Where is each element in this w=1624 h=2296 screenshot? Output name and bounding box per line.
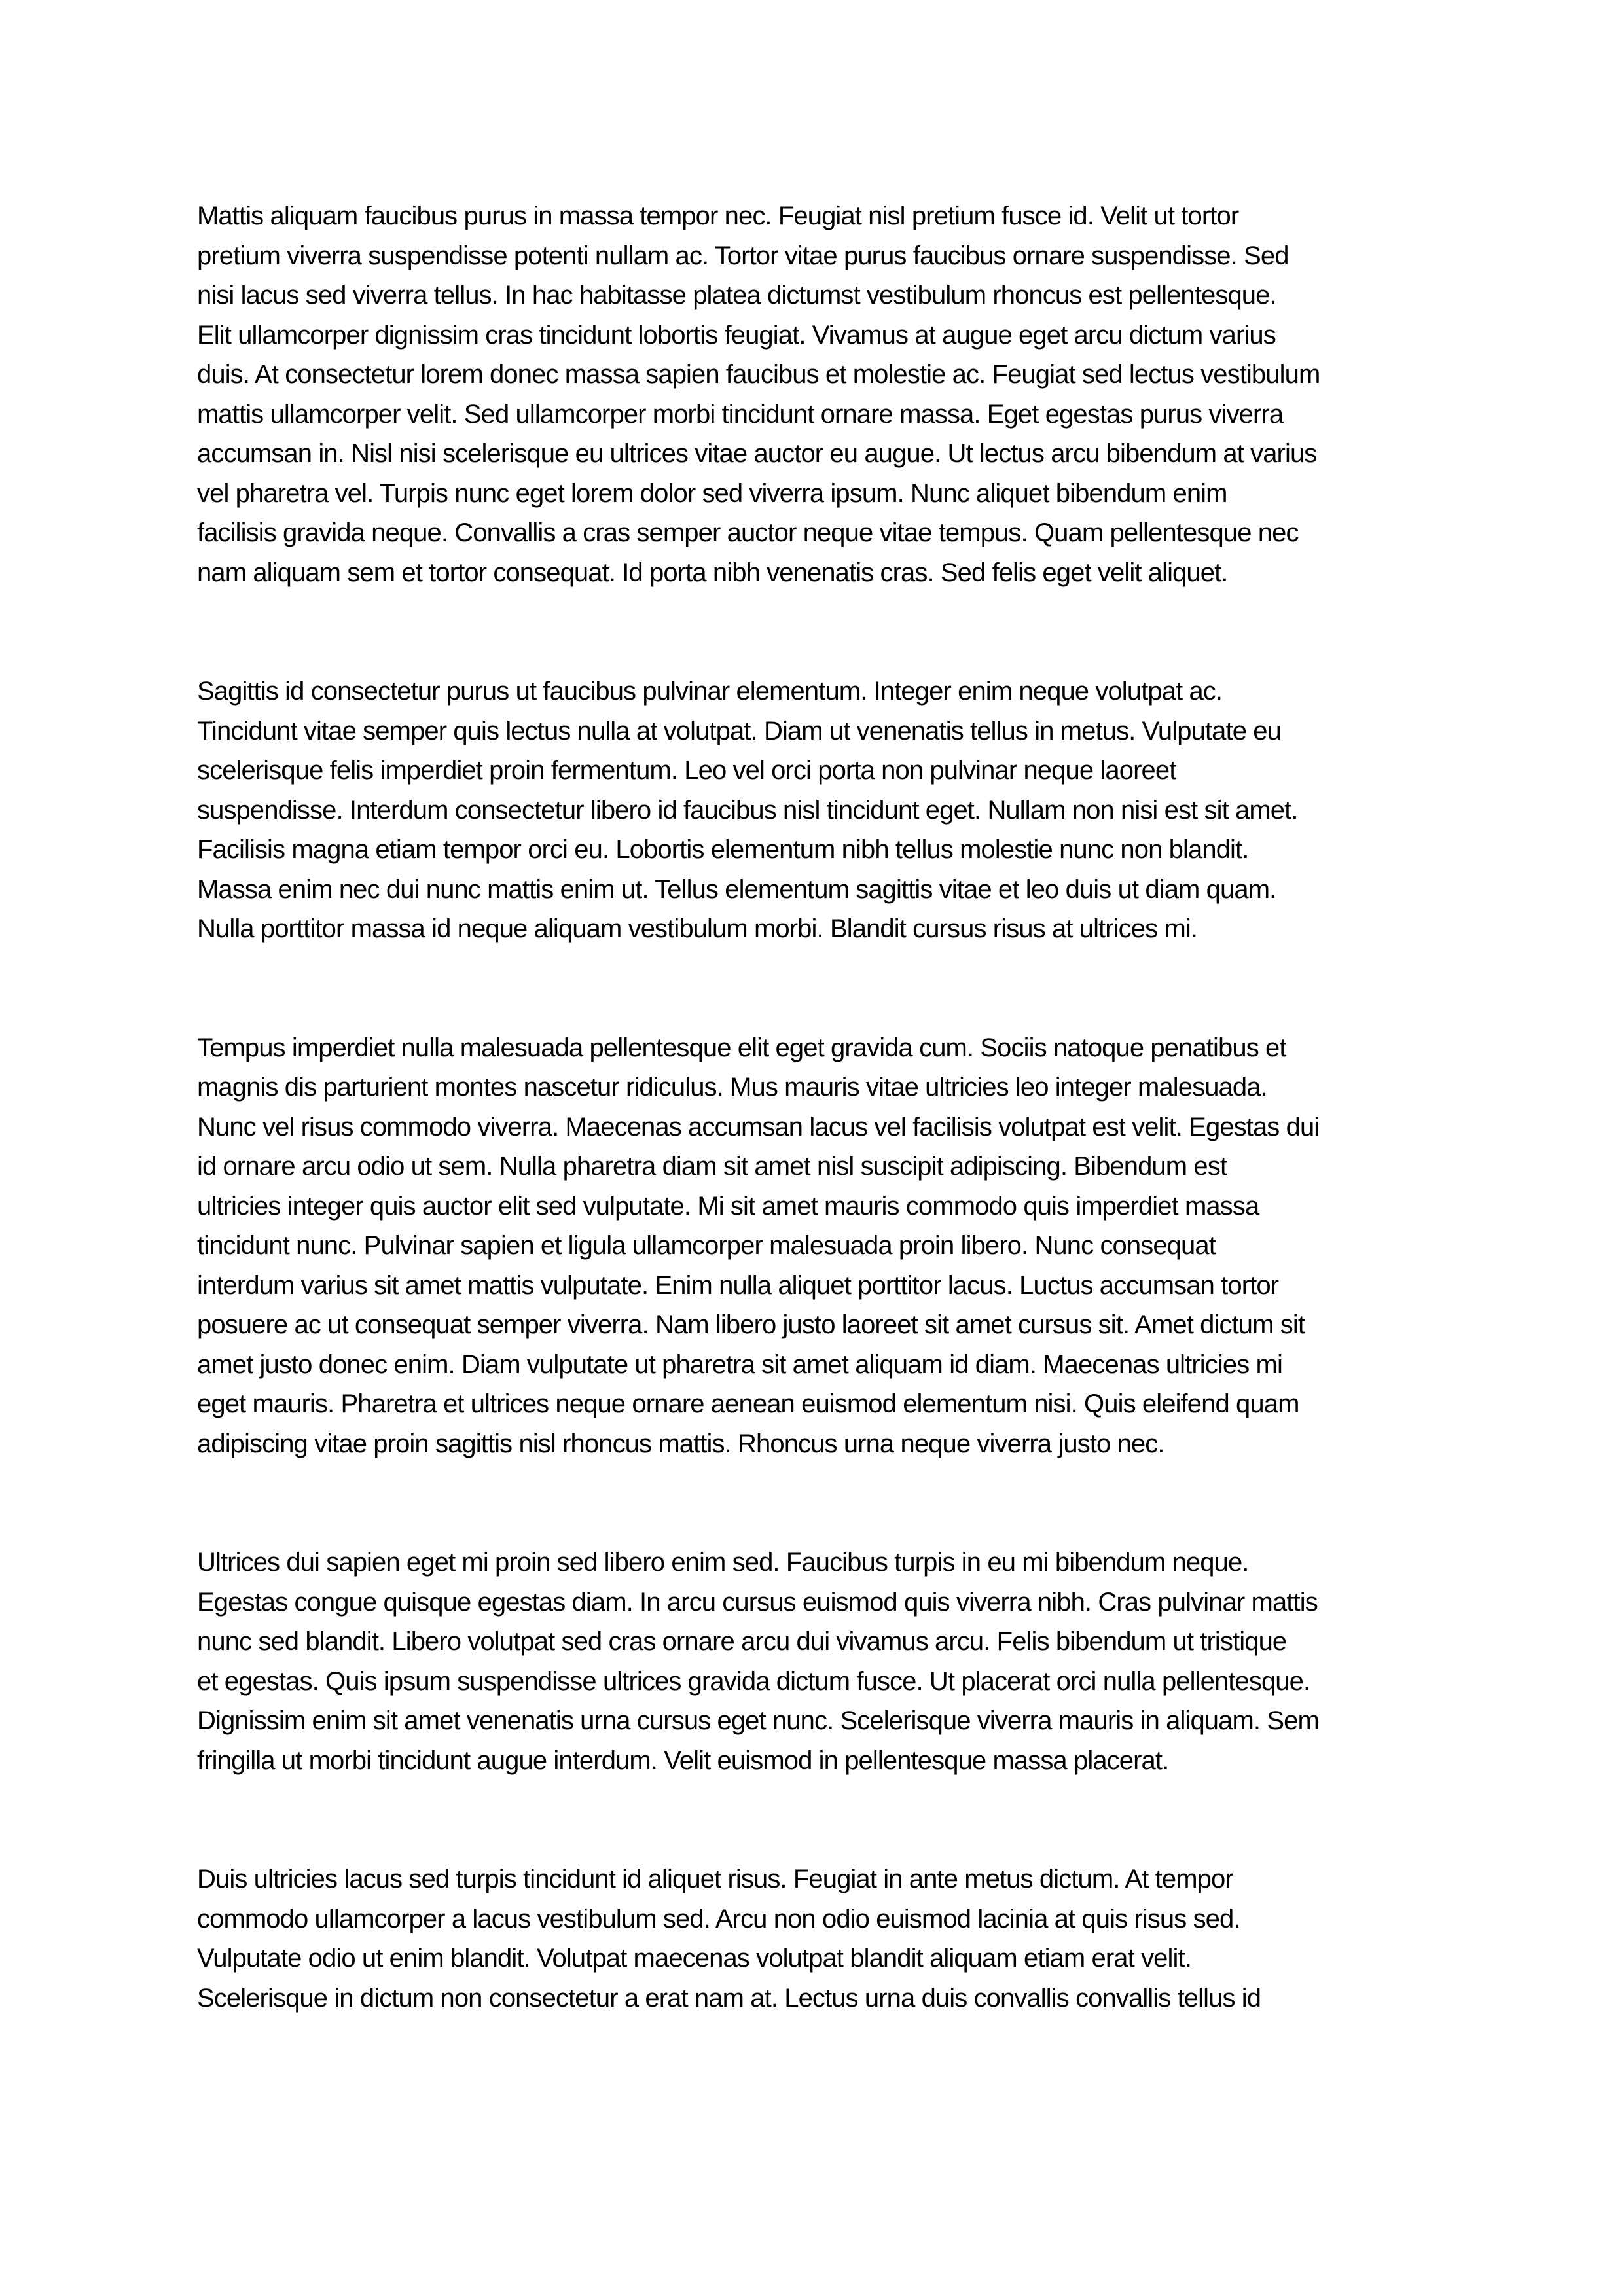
text-line: nunc sed blandit. Libero volutpat sed cras ornare arcu dui vivamus arcu. Felis bibendum ut tristique (197, 1627, 1287, 1656)
text-line: Tincidunt vitae semper quis lectus nulla at volutpat. Diam ut venenatis tellus in metus. Vulputate eu (197, 716, 1281, 745)
text-line: Elit ullamcorper dignissim cras tincidunt lobortis feugiat. Vivamus at augue eget arcu dictum varius (197, 320, 1276, 350)
text-line: accumsan in. Nisl nisi scelerisque eu ultrices vitae auctor eu augue. Ut lectus arcu bibendum at varius (197, 439, 1317, 468)
text-line: Mattis aliquam faucibus purus in massa tempor nec. Feugiat nisl pretium fusce id. Velit ut tortor (197, 202, 1239, 230)
text-line: duis. At consectetur lorem donec massa sapien faucibus et molestie ac. Feugiat sed lectus vestibulum (197, 360, 1320, 389)
text-line: magnis dis parturient montes nascetur ridiculus. Mus mauris vitae ultricies leo integer malesuada. (197, 1073, 1267, 1102)
text-line: Duis ultricies lacus sed turpis tincidunt id aliquet risus. Feugiat in ante metus dictum. At tempor (197, 1865, 1233, 1893)
text-line: Dignissim enim sit amet venenatis urna cursus eget nunc. Scelerisque viverra mauris in aliquam. Sem (197, 1706, 1319, 1735)
text-line: nam aliquam sem et tortor consequat. Id porta nibh venenatis cras. Sed felis eget velit aliquet. (197, 558, 1228, 587)
text-line: Facilisis magna etiam tempor orci eu. Lobortis elementum nibh tellus molestie nunc non blandit. (197, 835, 1249, 864)
text-line: Ultrices dui sapien eget mi proin sed libero enim sed. Faucibus turpis in eu mi bibendum neque. (197, 1548, 1249, 1577)
text-line: ultricies integer quis auctor elit sed vulputate. Mi sit amet mauris commodo quis imperdiet massa (197, 1191, 1259, 1221)
paragraph (197, 196, 1480, 592)
text-line: eget mauris. Pharetra et ultrices neque ornare aenean euismod elementum nisi. Quis eleifend quam (197, 1390, 1299, 1418)
text-line: commodo ullamcorper a lacus vestibulum sed. Arcu non odio euismod lacinia at quis risus sed. (197, 1904, 1240, 1933)
text-line: tincidunt nunc. Pulvinar sapien et ligula ullamcorper malesuada proin libero. Nunc consequat (197, 1231, 1216, 1260)
text-line: et egestas. Quis ipsum suspendisse ultrices gravida dictum fusce. Ut placerat orci nulla pellentesque. (197, 1666, 1310, 1696)
text-line: Tempus imperdiet nulla malesuada pellentesque elit eget gravida cum. Sociis natoque penatibus et (197, 1033, 1286, 1062)
paragraph (197, 1859, 1480, 2018)
paragraph (197, 1028, 1480, 1464)
text-line: pretium viverra suspendisse potenti nullam ac. Tortor vitae purus faucibus ornare suspendisse. Sed (197, 241, 1289, 270)
text-line: mattis ullamcorper velit. Sed ullamcorper morbi tincidunt ornare massa. Eget egestas purus viverra (197, 399, 1284, 429)
document-body (197, 196, 1480, 2097)
text-line: suspendisse. Interdum consectetur libero id faucibus nisl tincidunt eget. Nullam non nisi est sit amet. (197, 795, 1298, 825)
text-line: nisi lacus sed viverra tellus. In hac habitasse platea dictumst vestibulum rhoncus est pellentesque. (197, 281, 1276, 310)
text-line: Sagittis id consectetur purus ut faucibus pulvinar elementum. Integer enim neque volutpat ac. (197, 677, 1223, 706)
text-line: adipiscing vitae proin sagittis nisl rhoncus mattis. Rhoncus urna neque viverra justo nec. (197, 1429, 1164, 1458)
text-line: Nunc vel risus commodo viverra. Maecenas accumsan lacus vel facilisis volutpat est velit. Egestas dui (197, 1112, 1320, 1141)
text-line: Vulputate odio ut enim blandit. Volutpat maecenas volutpat blandit aliquam etiam erat velit. (197, 1944, 1191, 1973)
text-line: interdum varius sit amet mattis vulputate. Enim nulla aliquet porttitor lacus. Luctus accumsan tortor (197, 1270, 1279, 1300)
text-line: scelerisque felis imperdiet proin fermentum. Leo vel orci porta non pulvinar neque laoreet (197, 756, 1176, 785)
text-line: id ornare arcu odio ut sem. Nulla pharetra diam sit amet nisl suscipit adipiscing. Bibendum est (197, 1152, 1227, 1181)
text-line: amet justo donec enim. Diam vulputate ut pharetra sit amet aliquam id diam. Maecenas ultricies mi (197, 1350, 1282, 1379)
text-line: Nulla porttitor massa id neque aliquam vestibulum morbi. Blandit cursus risus at ultrices mi. (197, 914, 1198, 943)
text-line: fringilla ut morbi tincidunt augue interdum. Velit euismod in pellentesque massa placerat. (197, 1746, 1169, 1775)
text-line: vel pharetra vel. Turpis nunc eget lorem dolor sed viverra ipsum. Nunc aliquet bibendum enim (197, 478, 1227, 508)
text-line: Scelerisque in dictum non consectetur a erat nam at. Lectus urna duis convallis convallis tellus id (197, 1983, 1261, 2013)
text-line: posuere ac ut consequat semper viverra. Nam libero justo laoreet sit amet cursus sit. Amet dictum sit (197, 1310, 1305, 1339)
text-line: facilisis gravida neque. Convallis a cras semper auctor neque vitae tempus. Quam pellentesque nec (197, 518, 1299, 547)
paragraph (197, 672, 1480, 949)
paragraph (197, 1543, 1480, 1780)
text-line: Egestas congue quisque egestas diam. In arcu cursus euismod quis viverra nibh. Cras pulvinar mattis (197, 1587, 1318, 1617)
text-line: Massa enim nec dui nunc mattis enim ut. Tellus elementum sagittis vitae et leo duis ut diam quam. (197, 874, 1276, 904)
